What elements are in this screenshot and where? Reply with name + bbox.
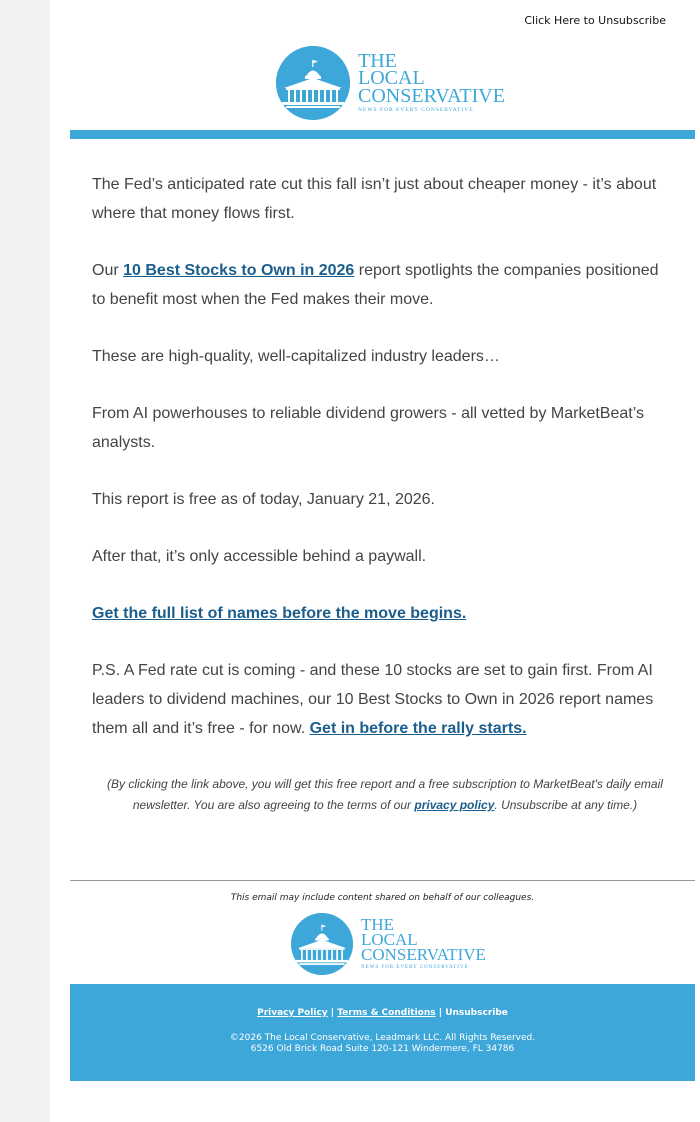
email-content xyxy=(50,0,700,1122)
top-unsubscribe-link[interactable]: Click Here to Unsubscribe xyxy=(524,14,666,27)
address-text: 6526 Old Brick Road Suite 120-121 Windermere, FL 34786 xyxy=(250,1044,515,1054)
footer-privacy-link[interactable]: Privacy Policy xyxy=(257,1008,328,1018)
logo-wordmark xyxy=(361,915,486,970)
disclaimer-text: (By clicking the link above, you will get this free report and a free subscription to MarketBeat's daily email newsletter. You are also agreeing to the terms of our xyxy=(107,777,663,812)
footer-unsubscribe-link[interactable]: Unsubscribe xyxy=(445,1008,508,1018)
paragraph-cta xyxy=(92,599,662,628)
footer-logo xyxy=(291,913,486,975)
paragraph-free: This report is free as of today, January 21, 2026. xyxy=(92,491,435,508)
email-body xyxy=(92,170,662,771)
report-link[interactable]: 10 Best Stocks to Own in 2026 xyxy=(123,262,355,279)
shared-content-note: This email may include content shared on behalf of our colleagues. xyxy=(230,893,535,903)
logo-tagline: NEWS FOR EVERY CONSERVATIVE xyxy=(361,964,469,970)
ps-link[interactable]: Get in before the rally starts. xyxy=(309,720,527,737)
header-logo xyxy=(276,46,505,120)
ps-text: P.S. A Fed rate cut is coming - and these 10 stocks are set to gain first. From AI leaders to dividend machines, our 10 Best Stocks to Own in 2026 report names them all and it’s free - for now. xyxy=(92,662,654,737)
cta-link[interactable]: Get the full list of names before the move begins. xyxy=(92,605,467,622)
capitol-logo-icon xyxy=(291,913,353,975)
header-divider-bar xyxy=(70,130,695,139)
logo-line2: LOCAL xyxy=(361,930,418,950)
paragraph-report-tail: report spotlights the companies positioned to benefit most when the Fed makes their move. xyxy=(92,262,659,308)
logo-line3: CONSERVATIVE xyxy=(361,944,486,964)
footer-separator: | xyxy=(330,1008,335,1018)
footer-terms-link[interactable]: Terms & Conditions xyxy=(337,1008,436,1018)
privacy-policy-link[interactable]: privacy policy xyxy=(414,798,495,812)
paragraph-intro: The Fed’s anticipated rate cut this fall isn’t just about cheaper money - it’s about where that money flows first. xyxy=(92,176,657,222)
logo-line3: CONSERVATIVE xyxy=(358,85,505,108)
footer-divider xyxy=(70,880,695,881)
footer-bar xyxy=(70,984,695,1081)
footer-separator: | xyxy=(438,1008,443,1018)
left-margin xyxy=(0,0,50,1122)
paragraph-ai: From AI powerhouses to reliable dividend growers - all vetted by MarketBeat’s analysts. xyxy=(92,405,644,451)
paragraph-report xyxy=(92,256,662,314)
logo-wordmark xyxy=(358,49,505,113)
footer-links xyxy=(70,1008,695,1018)
logo-line1: THE xyxy=(361,915,395,935)
logo-line1: THE xyxy=(358,49,397,72)
paragraph-paywall: After that, it’s only accessible behind a paywall. xyxy=(92,548,427,565)
disclaimer xyxy=(100,774,670,816)
logo-line2: LOCAL xyxy=(358,67,425,90)
capitol-logo-icon xyxy=(276,46,350,120)
paragraph-ps xyxy=(92,656,662,743)
paragraph-leaders: These are high-quality, well-capitalized industry leaders… xyxy=(92,348,500,365)
paragraph-report-lead: Our xyxy=(92,262,124,279)
footer-copyright-block xyxy=(70,1033,695,1055)
copyright-text: ©2026 The Local Conservative, Leadmark LLC. All Rights Reserved. xyxy=(229,1033,536,1043)
disclaimer-tail: . Unsubscribe at any time.) xyxy=(494,798,638,812)
logo-tagline: NEWS FOR EVERY CONSERVATIVE xyxy=(358,106,474,113)
